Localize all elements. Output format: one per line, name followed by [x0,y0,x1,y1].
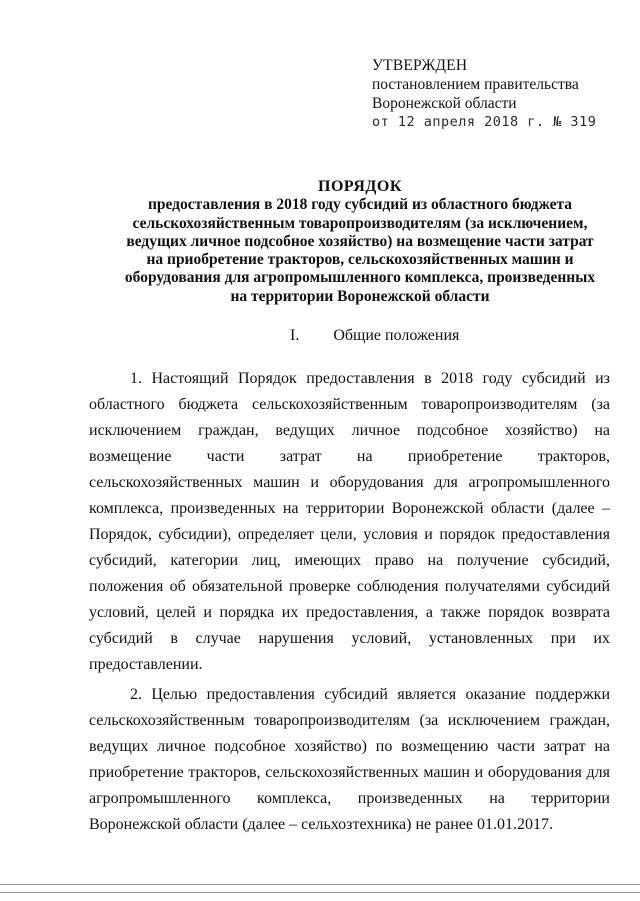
title-line-4: на приобретение тракторов, сельскохозяйственных машин и [146,251,574,269]
section-number: I. [290,327,300,344]
section-heading [290,327,459,345]
title-line-5: оборудования для агропромышленного комплекса, произведенных [124,269,596,287]
title-line-6: на территории Воронежской области [230,287,490,305]
body-text [89,366,610,838]
scan-edge-line [0,884,640,885]
section-title: Общие положения [333,327,460,344]
title-line-2: сельскохозяйственным товаропроизводителям (за исключением, [132,214,588,232]
paragraph-1: 1. Настоящий Порядок предоставления в 2018 году субсидий из областного бюджета сельскохозяйственным товаропроизводителям (за исключением граждан, ведущих личное подсобное хозяйство) на возмещение части затрат на приобретение тракторов, сельскохозяйственных машин и оборудования для агропромышленного комплекса, произведенных на территории Воронежской области (далее – Порядок, субсидии), определяет цели, условия и порядок предоставления субсидий, категории лиц, имеющих право на получение субсидий, положения об обязательной проверке соблюдения получателями субсидий условий, целей и порядка их предоставления, а также порядок возврата субсидий в случае нарушения условий, установленных при их предоставлении. [89,370,610,673]
scan-edge-line [0,892,640,893]
paragraph-2: 2. Целью предоставления субсидий является оказание поддержки сельскохозяйственным товаропроизводителям (за исключением граждан, ведущих личное подсобное хозяйство) по возмещению части затрат на приобретение тракторов, сельскохозяйственных машин и оборудования для агропромышленного комплекса, произведенных на территории Воронежской области (далее – сельхозтехника) не ранее 01.01.2017. [89,686,610,833]
approval-line-2: Воронежской области [372,95,517,112]
approval-line-1: постановлением правительства [372,76,579,93]
title-line-3: ведущих личное подсобное хозяйство) на возмещение части затрат [126,232,594,250]
approval-block [372,56,622,132]
approval-date-stamp: от 12 апреля 2018 г. № 319 [372,114,597,130]
approval-heading: УТВЕРЖДЕН [372,57,468,74]
title-line-1: предоставления в 2018 году субсидий из областного бюджета [147,196,573,214]
title-main: ПОРЯДОК [318,178,402,195]
document-title [80,178,640,306]
